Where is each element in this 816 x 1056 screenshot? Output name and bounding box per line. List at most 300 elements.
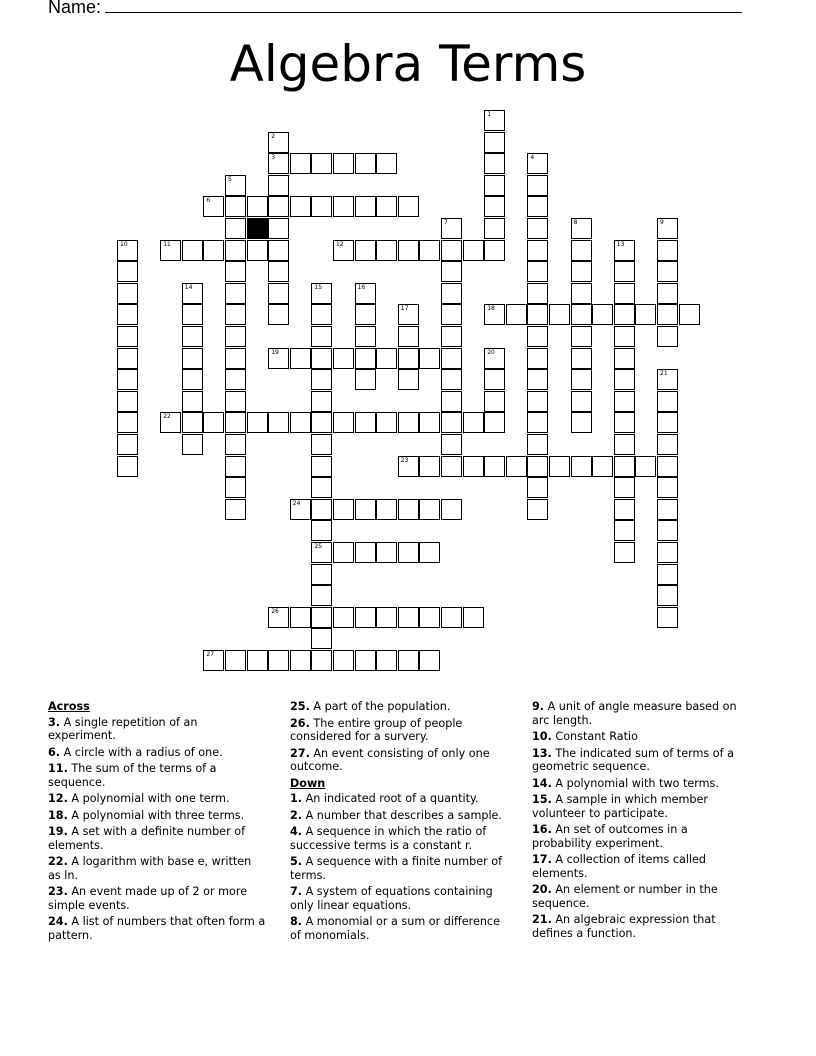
clue-num: 21. [532,913,552,926]
grid-cell[interactable] [484,196,505,217]
grid-cell[interactable] [311,196,332,217]
grid-cell[interactable] [333,240,354,261]
grid-cell[interactable] [614,477,635,498]
grid-cell[interactable] [419,456,440,477]
grid-cell[interactable] [484,456,505,477]
grid-cell[interactable] [268,304,289,325]
grid-cell[interactable] [571,218,592,239]
clue-text: A polynomial with three terms. [67,808,245,822]
grid-cell[interactable] [657,520,678,541]
grid-cell[interactable] [441,607,462,628]
grid-cell[interactable] [311,499,332,520]
grid-cell[interactable] [657,477,678,498]
grid-cell[interactable] [311,326,332,347]
grid-cell[interactable] [225,434,246,455]
grid-cell[interactable] [225,261,246,282]
grid-cell[interactable] [484,240,505,261]
grid-cell[interactable] [592,304,613,325]
grid-cell[interactable] [203,412,224,433]
grid-cell[interactable] [117,261,138,282]
grid-cell[interactable] [527,499,548,520]
grid-cell[interactable] [376,607,397,628]
grid-cell[interactable] [398,304,419,325]
grid-cell[interactable] [571,369,592,390]
grid-cell[interactable] [398,348,419,369]
grid-cell[interactable] [398,650,419,671]
grid-cell[interactable] [571,391,592,412]
grid-cell[interactable] [571,456,592,477]
clue-text: The sum of the terms of a sequence. [48,762,217,789]
clue-text: An indicated root of a quantity. [302,792,479,805]
clue-item [290,792,508,806]
grid-cell[interactable] [614,261,635,282]
grid-cell[interactable] [182,240,203,261]
grid-cell[interactable] [376,348,397,369]
grid-cell[interactable] [182,283,203,304]
grid-cell[interactable] [463,456,484,477]
grid-cell[interactable] [268,218,289,239]
grid-cell[interactable] [571,304,592,325]
grid-cell[interactable] [117,369,138,390]
clue-num: 18. [48,808,68,822]
grid-cell[interactable] [117,240,138,261]
clue-num: 9. [532,700,545,713]
grid-cell[interactable] [614,434,635,455]
grid-cell[interactable] [311,304,332,325]
clue-item [532,700,750,727]
grid-cell[interactable] [333,542,354,563]
grid-cell[interactable] [311,585,332,606]
grid-cell[interactable] [657,564,678,585]
clue-num: 10. [532,730,552,743]
clue-number: 2 [271,132,276,140]
grid-cell[interactable] [290,650,311,671]
grid-cell[interactable] [635,456,656,477]
clue-num: 20. [532,883,552,896]
grid-cell[interactable] [355,326,376,347]
grid-cell[interactable] [355,412,376,433]
grid-cell[interactable] [311,607,332,628]
grid-cell[interactable] [203,196,224,217]
clue-number: 21 [660,370,668,378]
grid-cell[interactable] [355,369,376,390]
grid-cell[interactable] [614,412,635,433]
grid-cell[interactable] [355,499,376,520]
clue-number: 4 [530,154,535,162]
clue-num: 24. [48,915,68,928]
grid-cell[interactable] [333,348,354,369]
grid-cell[interactable] [268,650,289,671]
clue-number: 22 [163,413,171,421]
clue-text: A list of numbers that often form a pattern. [48,915,266,942]
grid-cell[interactable] [268,348,289,369]
grid-cell[interactable] [441,304,462,325]
grid-cell[interactable] [203,650,224,671]
clue-text: An set of outcomes in a probability experiment. [532,823,688,850]
grid-cell[interactable] [376,196,397,217]
clue-text: A sequence in which the ratio of successive terms is a constant r. [290,825,487,852]
grid-cell[interactable] [527,477,548,498]
grid-cell[interactable] [398,499,419,520]
grid-cell[interactable] [268,175,289,196]
grid-cell[interactable] [527,175,548,196]
grid-cell[interactable] [398,369,419,390]
grid-cell[interactable] [657,434,678,455]
grid-cell[interactable] [225,283,246,304]
clue-text: An event consisting of only one outcome. [290,746,490,773]
grid-cell[interactable] [506,456,527,477]
grid-cell[interactable] [290,196,311,217]
grid-cell[interactable] [419,650,440,671]
grid-cell[interactable] [441,326,462,347]
name-label: Name: [48,0,102,17]
grid-cell[interactable] [441,434,462,455]
clue-item [48,809,266,823]
grid-cell[interactable] [182,434,203,455]
grid-cell[interactable] [355,650,376,671]
grid-cell[interactable] [290,607,311,628]
grid-cell[interactable] [333,153,354,174]
grid-cell[interactable] [117,283,138,304]
grid-cell[interactable] [527,218,548,239]
clue-number: 23 [400,456,409,464]
grid-cell[interactable] [268,261,289,282]
grid-cell[interactable] [182,412,203,433]
grid-cell[interactable] [614,391,635,412]
grid-cell[interactable] [117,434,138,455]
clue-text: A sample in which member volunteer to participate. [532,793,708,820]
grid-cell[interactable] [614,326,635,347]
grid-cell[interactable] [117,456,138,477]
grid-cell[interactable] [484,110,505,131]
clue-item [532,730,750,744]
grid-cell[interactable] [614,456,635,477]
grid-cell[interactable] [376,650,397,671]
grid-cell[interactable] [441,261,462,282]
grid-cell[interactable] [333,650,354,671]
grid-cell[interactable] [225,218,246,239]
grid-cell[interactable] [225,240,246,261]
grid-cell[interactable] [527,304,548,325]
grid-cell[interactable] [290,153,311,174]
grid-cell[interactable] [527,391,548,412]
grid-cell[interactable] [527,434,548,455]
grid-cell[interactable] [225,456,246,477]
grid-cell[interactable] [247,412,268,433]
grid-cell[interactable] [614,283,635,304]
grid-cell[interactable] [311,412,332,433]
grid-cell[interactable] [527,412,548,433]
grid-cell[interactable] [225,650,246,671]
grid-cell[interactable] [441,499,462,520]
grid-cell[interactable] [355,607,376,628]
grid-cell[interactable] [398,456,419,477]
grid-cell[interactable] [268,283,289,304]
grid-cell[interactable] [441,456,462,477]
grid-cell[interactable] [333,607,354,628]
grid-cell[interactable] [614,348,635,369]
grid-cell[interactable] [484,412,505,433]
clue-item [48,915,266,942]
grid-cell[interactable] [311,456,332,477]
grid-cell[interactable] [225,304,246,325]
grid-cell[interactable] [527,261,548,282]
grid-cell[interactable] [333,196,354,217]
grid-cell[interactable] [376,240,397,261]
grid-cell[interactable] [484,132,505,153]
grid-cell[interactable] [225,477,246,498]
grid-cell[interactable] [657,456,678,477]
grid-cell[interactable] [355,304,376,325]
grid-cell[interactable] [311,564,332,585]
grid-cell[interactable] [376,542,397,563]
grid-cell[interactable] [441,369,462,390]
grid-cell[interactable] [268,153,289,174]
grid-cell[interactable] [657,261,678,282]
grid-cell[interactable] [355,542,376,563]
clue-text: A polynomial with one term. [67,792,230,805]
grid-cell[interactable] [311,650,332,671]
grid-cell[interactable] [419,348,440,369]
clue-number: 6 [206,197,211,205]
grid-cell[interactable] [225,499,246,520]
grid-cell[interactable] [355,153,376,174]
grid-cell[interactable] [311,434,332,455]
grid-cell[interactable] [268,196,289,217]
grid-cell[interactable] [571,412,592,433]
grid-cell[interactable] [441,412,462,433]
grid-cell[interactable] [527,240,548,261]
grid-cell[interactable] [117,326,138,347]
grid-cell[interactable] [182,348,203,369]
grid-cell[interactable] [247,196,268,217]
grid-cell[interactable] [441,391,462,412]
grid-cell[interactable] [571,240,592,261]
grid-cell[interactable] [441,218,462,239]
grid-cell[interactable] [333,412,354,433]
grid-cell[interactable] [398,412,419,433]
clue-text: A circle with a radius of one. [60,745,223,759]
grid-cell[interactable] [614,304,635,325]
grid-cell[interactable] [355,240,376,261]
grid-cell[interactable] [290,412,311,433]
grid-cell[interactable] [463,240,484,261]
grid-cell[interactable] [225,412,246,433]
clue-num: 6. [48,745,61,759]
clue-item [532,913,750,940]
grid-cell[interactable] [635,304,656,325]
clue-number: 27 [206,651,215,658]
grid-cell[interactable] [333,499,354,520]
grid-cell[interactable] [160,240,181,261]
grid-cell[interactable] [268,240,289,261]
grid-cell[interactable] [203,240,224,261]
grid-cell[interactable] [311,391,332,412]
grid-cell[interactable] [527,196,548,217]
grid-cell[interactable] [268,132,289,153]
grid-cell[interactable] [311,628,332,649]
grid-cell[interactable] [441,283,462,304]
grid-cell[interactable] [592,456,613,477]
clue-item [48,762,266,789]
grid-cell[interactable] [311,348,332,369]
clue-text: A system of equations containing only linear equations. [290,885,493,912]
grid-cell[interactable] [182,304,203,325]
grid-cell[interactable] [571,283,592,304]
clue-text: The entire group of people considered for a survery. [290,716,463,743]
grid-cell[interactable] [484,175,505,196]
grid-cell[interactable] [527,153,548,174]
grid-cell[interactable] [657,369,678,390]
grid-cell[interactable] [290,348,311,369]
clue-item [290,700,508,714]
clue-num: 12. [48,792,68,805]
grid-cell[interactable] [311,153,332,174]
grid-cell[interactable] [311,520,332,541]
grid-cell[interactable] [311,542,332,563]
grid-cell[interactable] [614,520,635,541]
grid-cell[interactable] [117,412,138,433]
clue-text: An algebraic expression that defines a function. [532,913,716,940]
grid-cell[interactable] [614,499,635,520]
grid-cell[interactable] [657,607,678,628]
clue-num: 13. [532,746,552,760]
grid-cell[interactable] [398,542,419,563]
grid-cell[interactable] [657,585,678,606]
grid-cell[interactable] [225,326,246,347]
grid-cell[interactable] [419,412,440,433]
grid-cell[interactable] [484,304,505,325]
grid-cell[interactable] [160,412,181,433]
grid-cell[interactable] [376,499,397,520]
grid-cell[interactable] [614,369,635,390]
grid-cell[interactable] [225,348,246,369]
clue-number: 14 [184,283,193,291]
grid-cell[interactable] [398,196,419,217]
grid-cell[interactable] [419,499,440,520]
clue-num: 14. [532,776,552,790]
grid-cell[interactable] [398,326,419,347]
grid-cell[interactable] [268,607,289,628]
clue-num: 8. [290,915,303,928]
grid-cell[interactable] [419,240,440,261]
grid-cell[interactable] [614,542,635,563]
grid-cell[interactable] [657,326,678,347]
grid-cell[interactable] [484,391,505,412]
clue-number: 25 [314,543,323,550]
grid-cell[interactable] [484,153,505,174]
grid-cell[interactable] [657,391,678,412]
clue-text: A logarithm with base e, written as ln. [48,855,252,882]
clue-item [532,823,750,850]
grid-cell[interactable] [506,304,527,325]
grid-cell[interactable] [182,326,203,347]
clue-text: A monomial or a sum or difference of monomials. [290,915,500,942]
grid-cell[interactable] [355,283,376,304]
grid-cell[interactable] [117,304,138,325]
grid-cell[interactable] [484,369,505,390]
clue-num: 1. [290,792,303,805]
grid-cell[interactable] [117,348,138,369]
grid-cell[interactable] [311,369,332,390]
grid-cell[interactable] [225,391,246,412]
clue-num: 3. [48,715,61,729]
grid-cell[interactable] [463,607,484,628]
clue-text: A number that describes a sample. [302,808,502,822]
grid-cell[interactable] [182,369,203,390]
grid-cell[interactable] [527,369,548,390]
grid-cell[interactable] [657,283,678,304]
grid-cell[interactable] [571,326,592,347]
clue-number: 18 [487,305,495,313]
grid-cell[interactable] [571,348,592,369]
grid-cell[interactable] [247,650,268,671]
grid-cell[interactable] [657,412,678,433]
grid-cell[interactable] [419,607,440,628]
grid-cell[interactable] [311,283,332,304]
clue-column-1 [48,700,266,945]
clue-num: 11. [48,762,68,775]
grid-cell[interactable] [225,369,246,390]
grid-cell[interactable] [441,348,462,369]
grid-cell[interactable] [571,261,592,282]
grid-cell[interactable] [527,283,548,304]
grid-cell[interactable] [657,218,678,239]
grid-cell[interactable] [527,456,548,477]
grid-cell[interactable] [225,175,246,196]
black-cell [247,218,268,239]
grid-cell[interactable] [247,240,268,261]
clue-number: 7 [444,219,448,226]
grid-cell[interactable] [182,391,203,412]
grid-cell[interactable] [484,218,505,239]
clue-num: 25. [290,700,310,713]
grid-cell[interactable] [441,240,462,261]
grid-cell[interactable] [398,607,419,628]
grid-cell[interactable] [355,196,376,217]
clue-text: A collection of items called elements. [532,853,707,880]
grid-cell[interactable] [657,304,678,325]
grid-cell[interactable] [484,348,505,369]
grid-cell[interactable] [549,456,570,477]
grid-cell[interactable] [657,542,678,563]
clue-num: 16. [532,823,552,836]
grid-cell[interactable] [614,240,635,261]
grid-cell[interactable] [419,542,440,563]
grid-cell[interactable] [311,477,332,498]
grid-cell[interactable] [355,348,376,369]
grid-cell[interactable] [549,304,570,325]
grid-cell[interactable] [657,499,678,520]
clue-number: 15 [314,283,323,291]
clue-num: 17. [532,853,552,866]
clue-number: 24 [292,499,301,507]
grid-cell[interactable] [398,240,419,261]
grid-cell[interactable] [679,304,700,325]
grid-cell[interactable] [290,499,311,520]
clue-item [48,792,266,806]
grid-cell[interactable] [225,196,246,217]
grid-cell[interactable] [527,326,548,347]
grid-cell[interactable] [527,348,548,369]
grid-cell[interactable] [376,153,397,174]
clue-text: A sequence with a finite number of terms. [290,855,503,882]
grid-cell[interactable] [463,412,484,433]
grid-cell[interactable] [268,412,289,433]
grid-cell[interactable] [376,412,397,433]
grid-cell[interactable] [117,391,138,412]
grid-cell[interactable] [657,240,678,261]
